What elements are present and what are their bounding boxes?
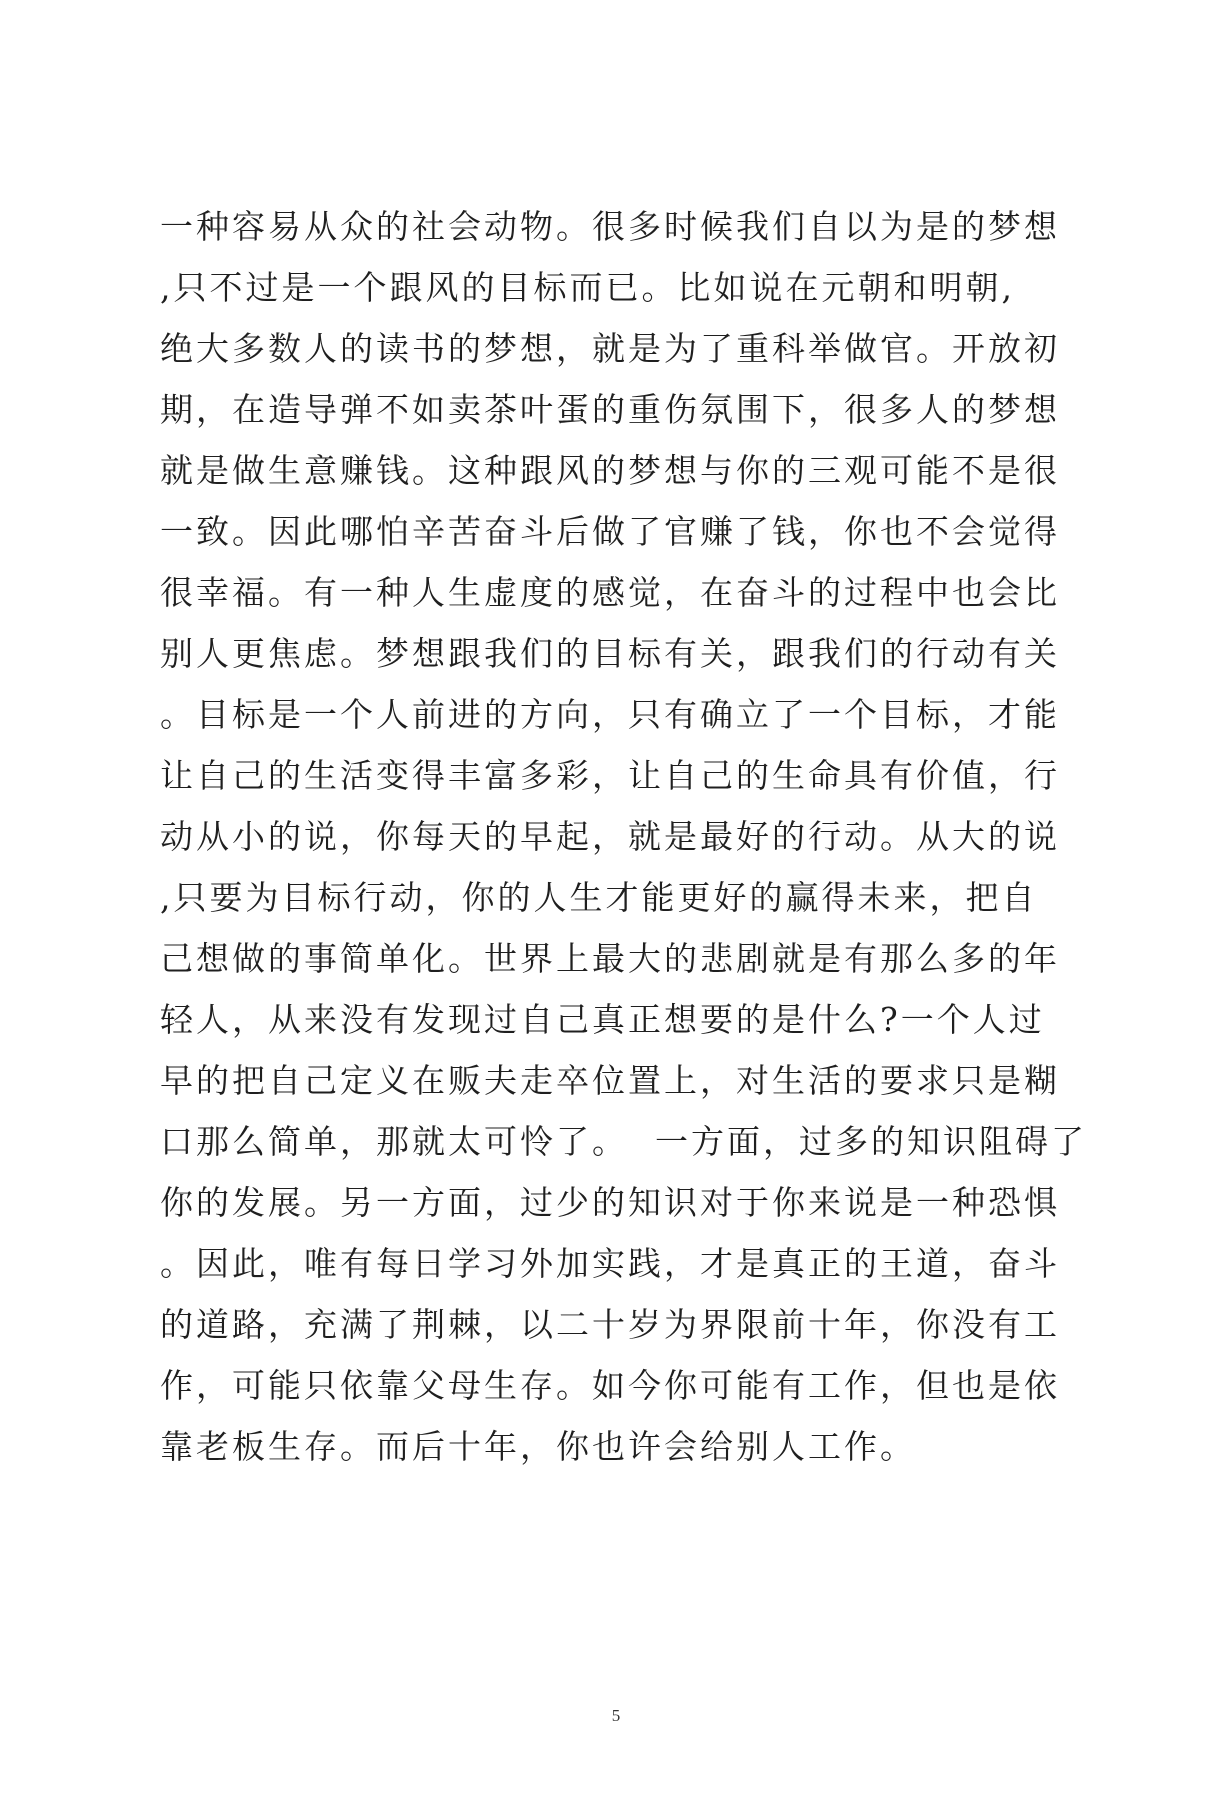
text-line: ,只要为目标行动，你的人生才能更好的赢得未来，把自	[160, 878, 1038, 917]
text-line: ,只不过是一个跟风的目标而已。比如说在元朝和明朝,	[160, 268, 1015, 307]
text-line: 口那么简单，那就太可怜了。 一方面，过多的知识阻碍了	[160, 1122, 1087, 1161]
text-line: 期，在造导弹不如卖茶叶蛋的重伤氛围下，很多人的梦想	[160, 390, 1060, 429]
text-line: 很幸福。有一种人生虚度的感觉，在奋斗的过程中也会比	[160, 573, 1060, 612]
text-line: 。因此，唯有每日学习外加实践，才是真正的王道，奋斗	[160, 1244, 1060, 1283]
page-number: 5	[611, 1706, 621, 1725]
text-line: 让自己的生活变得丰富多彩，让自己的生命具有价值，行	[160, 756, 1060, 795]
text-line: 轻人，从来没有发现过自己真正想要的是什么?一个人过	[160, 1000, 1045, 1039]
text-line: 一致。因此哪怕辛苦奋斗后做了官赚了钱，你也不会觉得	[160, 512, 1060, 551]
text-line: 你的发展。另一方面，过少的知识对于你来说是一种恐惧	[160, 1183, 1060, 1222]
text-line: 己想做的事简单化。世界上最大的悲剧就是有那么多的年	[160, 939, 1060, 978]
text-line: 就是做生意赚钱。这种跟风的梦想与你的三观可能不是很	[160, 451, 1060, 490]
text-line: 的道路，充满了荆棘，以二十岁为界限前十年，你没有工	[160, 1305, 1060, 1344]
text-line: 一种容易从众的社会动物。很多时候我们自以为是的梦想	[160, 207, 1060, 246]
text-line: 。目标是一个人前进的方向，只有确立了一个目标，才能	[160, 695, 1060, 734]
text-line: 动从小的说，你每天的早起，就是最好的行动。从大的说	[160, 817, 1060, 856]
text-line: 别人更焦虑。梦想跟我们的目标有关，跟我们的行动有关	[160, 634, 1060, 673]
text-line: 作，可能只依靠父母生存。如今你可能有工作，但也是依	[160, 1366, 1060, 1405]
text-line: 早的把自己定义在贩夫走卒位置上，对生活的要求只是糊	[160, 1061, 1060, 1100]
text-line: 靠老板生存。而后十年，你也许会给别人工作。	[160, 1427, 916, 1466]
body-text	[160, 196, 1087, 1477]
text-line: 绝大多数人的读书的梦想，就是为了重科举做官。开放初	[160, 329, 1060, 368]
